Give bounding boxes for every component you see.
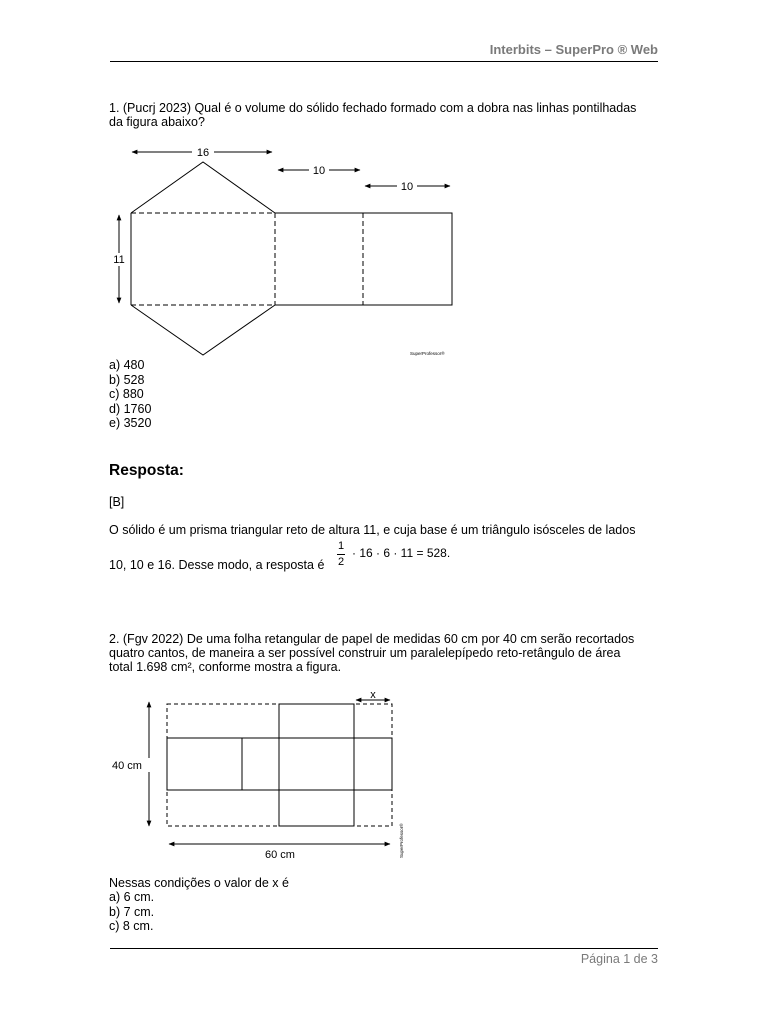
- q2-watermark: SuperProfessor®: [399, 823, 404, 858]
- q2-net-bottom: [279, 790, 354, 826]
- q1-stem-1: . (Pucrj 2023) Qual é o volume do sólido fechado formado com a dobra nas linhas pontilhadas: [115, 101, 637, 115]
- q2-label-60: 60 cm: [265, 849, 295, 861]
- q2-prompt: Nessas condições o valor de x é: [109, 876, 289, 890]
- q1-option-a: a) 480: [109, 358, 145, 372]
- q1-top-triangle: [131, 162, 275, 213]
- footer-rule: [110, 948, 658, 949]
- q1-label-10b: 10: [400, 181, 414, 193]
- answer-frac-num: 1: [337, 540, 345, 552]
- q2-options: [109, 890, 154, 934]
- q2-stem-2: quatro cantos, de maneira a ser possível construir um paralelepípedo reto-retângulo de área: [109, 646, 621, 660]
- answer-expression: · 16 · 6 · 11 = 528.: [352, 546, 451, 560]
- q2-option-c: c) 8 cm.: [109, 919, 154, 933]
- q1-option-b: b) 528: [109, 372, 145, 387]
- q1-label-11: 11: [113, 254, 125, 266]
- q2-label-40: 40 cm: [112, 760, 142, 772]
- header-rule: [110, 61, 658, 62]
- q2-option-b: b) 7 cm.: [109, 904, 155, 919]
- q1-figure: [110, 143, 470, 358]
- answer-frac-den: 2: [337, 556, 345, 568]
- q1-bottom-triangle: [131, 305, 275, 355]
- answer-title: Resposta:: [109, 462, 184, 479]
- q2-stem-1: . (Fgv 2022) De uma folha retangular de papel de medidas 60 cm por 40 cm serão recortados: [115, 632, 635, 646]
- page-number: Página 1 de 3: [580, 952, 658, 966]
- q1-option-d: d) 1760: [109, 401, 152, 416]
- q1-option-e: e) 3520: [109, 416, 152, 430]
- answer-fraction: [337, 540, 345, 569]
- q2-net-top: [279, 704, 354, 738]
- q2-option-a: a) 6 cm.: [109, 890, 155, 904]
- q2-label-x: x: [370, 689, 376, 701]
- q2-stem-3: total 1.698 cm², conforme mostra a figura.: [109, 660, 342, 674]
- q1-options: [109, 358, 151, 431]
- q1-text-line1: [109, 101, 636, 116]
- q1-stem-2: da figura abaixo?: [109, 115, 205, 129]
- q2-figure: [110, 688, 420, 863]
- answer-letter: [B]: [109, 495, 125, 509]
- q2-text-line1: [109, 632, 634, 647]
- answer-line1: O sólido é um prisma triangular reto de altura 11, e cuja base é um triângulo isósceles de lados: [109, 523, 636, 537]
- answer-line2: 10, 10 e 16. Desse modo, a resposta é: [109, 558, 325, 572]
- q1-number: 1: [109, 101, 116, 115]
- q1-label-16: 16: [196, 147, 210, 159]
- header-title: Interbits – SuperPro ® Web: [489, 42, 658, 57]
- q2-number: 2: [109, 632, 116, 646]
- q1-label-10a: 10: [312, 165, 326, 177]
- q1-rectangles: [275, 213, 452, 305]
- q1-option-c: c) 880: [109, 387, 144, 401]
- q1-watermark: SuperProfessor®: [410, 351, 445, 356]
